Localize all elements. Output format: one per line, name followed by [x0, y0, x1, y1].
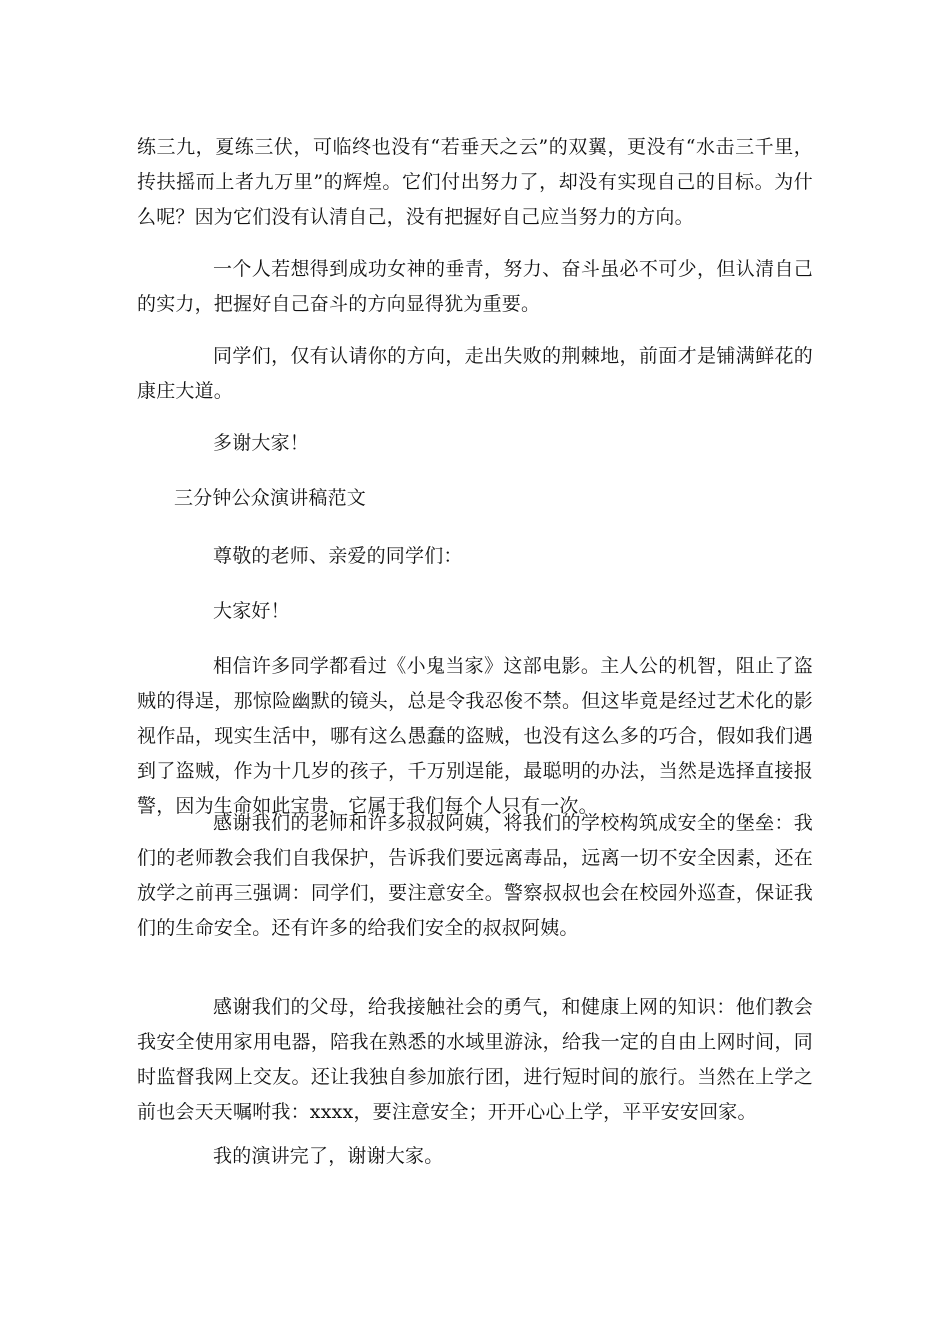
paragraph-thanks: 多谢大家！: [213, 432, 310, 454]
paragraph-parents: 感谢我们的父母，给我接触社会的勇气，和健康上网的知识：他们教会我安全使用家用电器，陪我在熟悉的水域里游泳，给我一定的自由上网时间，同时监督我网上交友。还让我独自参加旅行团，进行短时间的旅行。当然在上学之前也会天天嘱咐我：xxxx，要注意安全；开开心心上学，平平安安回家。: [137, 996, 813, 1123]
speech-greeting: 大家好！: [213, 600, 290, 622]
paragraph-closing: 我的演讲完了，谢谢大家。: [213, 1145, 444, 1167]
speech-salutation: 尊敬的老师、亲爱的同学们：: [213, 545, 463, 567]
paragraph-direction: 一个人若想得到成功女神的垂青，努力、奋斗虽必不可少，但认清自己的实力，把握好自己奋斗的方向显得犹为重要。: [137, 258, 813, 315]
speech-title: 三分钟公众演讲稿范文: [174, 487, 367, 509]
paragraph-home-alone: 相信许多同学都看过《小鬼当家》这部电影。主人公的机智，阻止了盗贼的得逞，那惊险幽默的镜头，总是令我忍俊不禁。但这毕竟是经过艺术化的影视作品，现实生活中，哪有这么愚蠢的盗贼，也没有这么多的巧合，假如我们遇到了盗贼，作为十几岁的孩子，千万别逞能，最聪明的办法，当然是选择直接报警，因为生命如此宝贵，它属于我们每个人只有一次。: [137, 655, 813, 817]
paragraph-path: 同学们，仅有认请你的方向，走出失败的荆棘地，前面才是铺满鲜花的康庄大道。: [137, 345, 813, 402]
paragraph-teachers: 感谢我们的老师和许多叔叔阿姨，将我们的学校构筑成安全的堡垒：我们的老师教会我们自我保护，告诉我们要远离毒品，远离一切不安全因素，还在放学之前再三强调：同学们，要注意安全。警察叔叔也会在校园外巡查，保证我们的生命安全。还有许多的给我们安全的叔叔阿姨。: [137, 812, 813, 939]
paragraph-continuation: 练三九，夏练三伏，可临终也没有“若垂天之云”的双翼，更没有“水击三千里，抟扶摇而上者九万里”的辉煌。它们付出努力了，却没有实现自己的目标。为什么呢？因为它们没有认清自己，没有把握好自己应当努力的方向。: [137, 136, 813, 228]
